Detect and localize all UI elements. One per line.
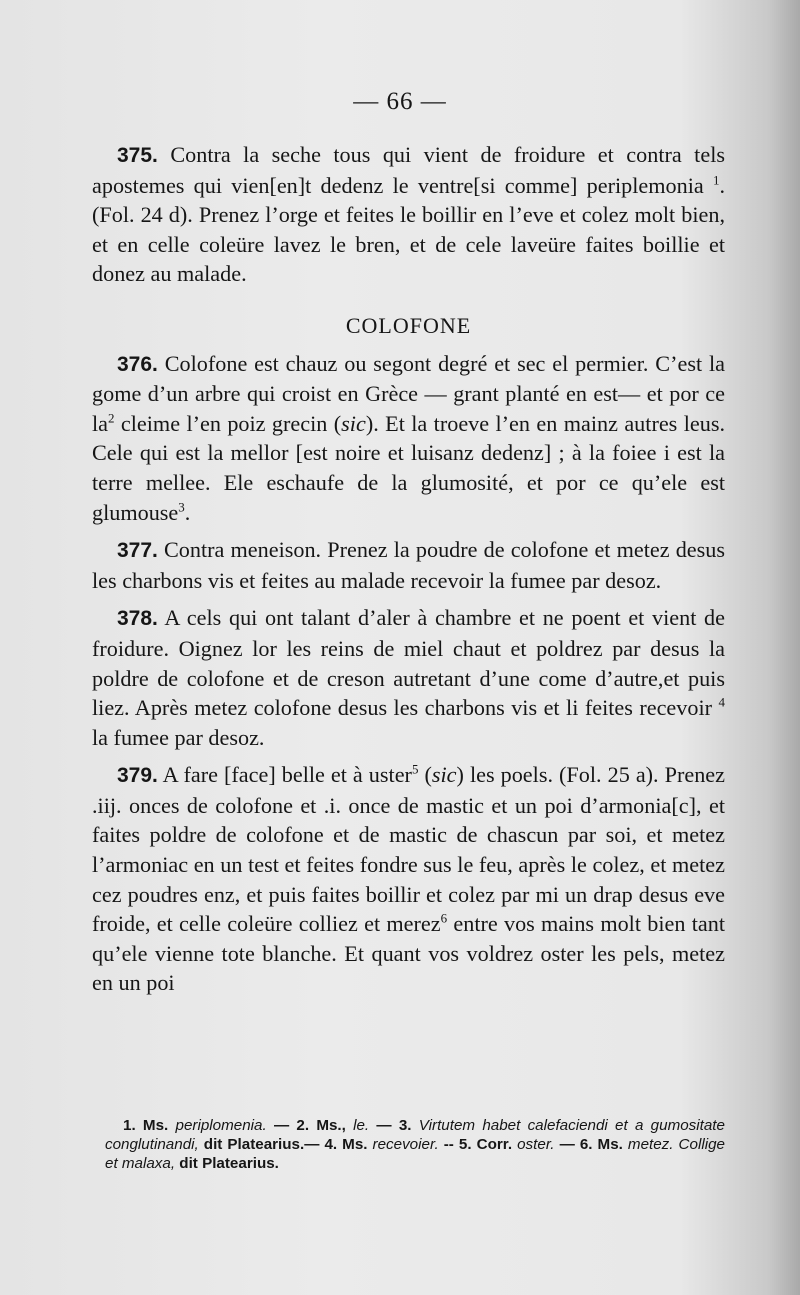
paragraph bbox=[92, 760, 725, 998]
footnote-text: — 2. Ms., bbox=[266, 1117, 354, 1134]
text-run: . bbox=[184, 499, 191, 525]
text-run: ( bbox=[418, 762, 432, 788]
text-run: A fare [face] belle et à uster bbox=[157, 762, 412, 788]
footnote-text: le. bbox=[353, 1117, 370, 1134]
footnote-ref: 1 bbox=[712, 172, 720, 188]
paragraph-number: 378. bbox=[117, 607, 158, 631]
footnote-ref: 6 bbox=[440, 910, 448, 926]
text-run: A cels qui ont talant d’aler à chambre et ne poent et vient de froidure. Oignez lor les reins de miel chaut et poldrez par desus la poldre de colofone et de creson autretant d’une come d’autre,et puis liez. Après metez colofone desus les charbons vis et li feites recevoir bbox=[92, 605, 725, 721]
text-run: cleime l’en poiz grecin ( bbox=[114, 410, 342, 436]
footnote-text: oster. bbox=[517, 1136, 555, 1153]
footnote-text: -- 5. Corr. bbox=[438, 1136, 518, 1153]
italic-text: sic bbox=[341, 410, 366, 436]
paragraphs-before-heading bbox=[92, 140, 725, 289]
text-run: Colofone est chauz ou segont degré et sec el permier. C’est la gome d’un arbre qui croist en Grèce — grant planté en est— et por ce la bbox=[92, 350, 725, 436]
footnote-text: — 3. bbox=[369, 1117, 419, 1134]
text-run: la fumee par desoz. bbox=[92, 724, 265, 750]
text-run: entre vos mains molt bien tant qu’ele vienne tote blanche. Et quant vos voldrez oster les pels, metez en un poi bbox=[92, 911, 725, 996]
body-text bbox=[92, 140, 725, 1006]
footnotes bbox=[105, 1116, 725, 1173]
text-run: ) les poels. (Fol. 25 a). Prenez .iij. onces de colofone et .i. once de mastic et un poi d’armonia[c], et faites poldre de colofone et de mastic de chascun par soi, et metez l’armoniac en un test et feites fondre sus le feu, après le colez, et metez cez poudres enz, et puis faites boillir et colez par mi un drap desus eve froide, et celle coleüre colliez et merez bbox=[92, 762, 725, 937]
paragraph bbox=[92, 349, 725, 528]
paragraph bbox=[92, 140, 725, 289]
footnote-text: — 6. Ms. bbox=[554, 1136, 628, 1153]
paragraph-number: 377. bbox=[117, 539, 158, 563]
text-run: Contra la seche tous qui vient de froidure et contra tels apostemes qui vien[en]t dedenz le ventre[si comme] periplemonia bbox=[92, 142, 725, 198]
text-run: ). Et la troeve l’en en mainz autres leus. Cele qui est la mellor [est noire et luisanz dedenz] ; à la foiee i est la terre mellee. Ele eschaufe de la glumosité, et por ce qu’ele est glumouse bbox=[92, 410, 725, 525]
paragraph-number: 376. bbox=[117, 352, 158, 376]
paragraph bbox=[92, 535, 725, 595]
paragraph-number: 379. bbox=[117, 764, 158, 788]
text-run: Contra meneison. Prenez la poudre de colofone et metez desus les charbons vis et feites au malade recevoir la fumee par desoz. bbox=[92, 537, 725, 593]
footnote-ref: 4 bbox=[718, 694, 725, 710]
paragraphs-after-heading bbox=[92, 349, 725, 998]
footnote-text: metez. Collige et malaxa, bbox=[105, 1136, 725, 1172]
footnote-ref: 3 bbox=[178, 499, 185, 515]
paragraph-number: 375. bbox=[117, 144, 158, 167]
text-run: . (Fol. 24 d). Prenez l’orge et feites le boillir en l’eve et colez molt bien, et en celle coleüre lavez le bren, et de cele laveüre faites boillie et donez au malade. bbox=[92, 172, 725, 287]
footnote-ref: 2 bbox=[108, 410, 115, 426]
page-number: — 66 — bbox=[353, 88, 447, 115]
footnote-text: dit Platearius. bbox=[175, 1155, 279, 1172]
footnote-text: recevoier. bbox=[372, 1136, 439, 1153]
footnote-text: 1. Ms. bbox=[123, 1117, 176, 1134]
footnote-ref: 5 bbox=[411, 761, 419, 777]
italic-text: sic bbox=[431, 762, 457, 788]
footnote-text: periplomenia. bbox=[175, 1117, 267, 1134]
paragraph bbox=[92, 603, 725, 752]
footnote-text: Virtutem habet calefaciendi et a gumositate conglutinandi, bbox=[105, 1117, 725, 1153]
footnote-text: dit Platearius.— 4. Ms. bbox=[198, 1136, 373, 1153]
section-heading: COLOFONE bbox=[345, 312, 472, 338]
